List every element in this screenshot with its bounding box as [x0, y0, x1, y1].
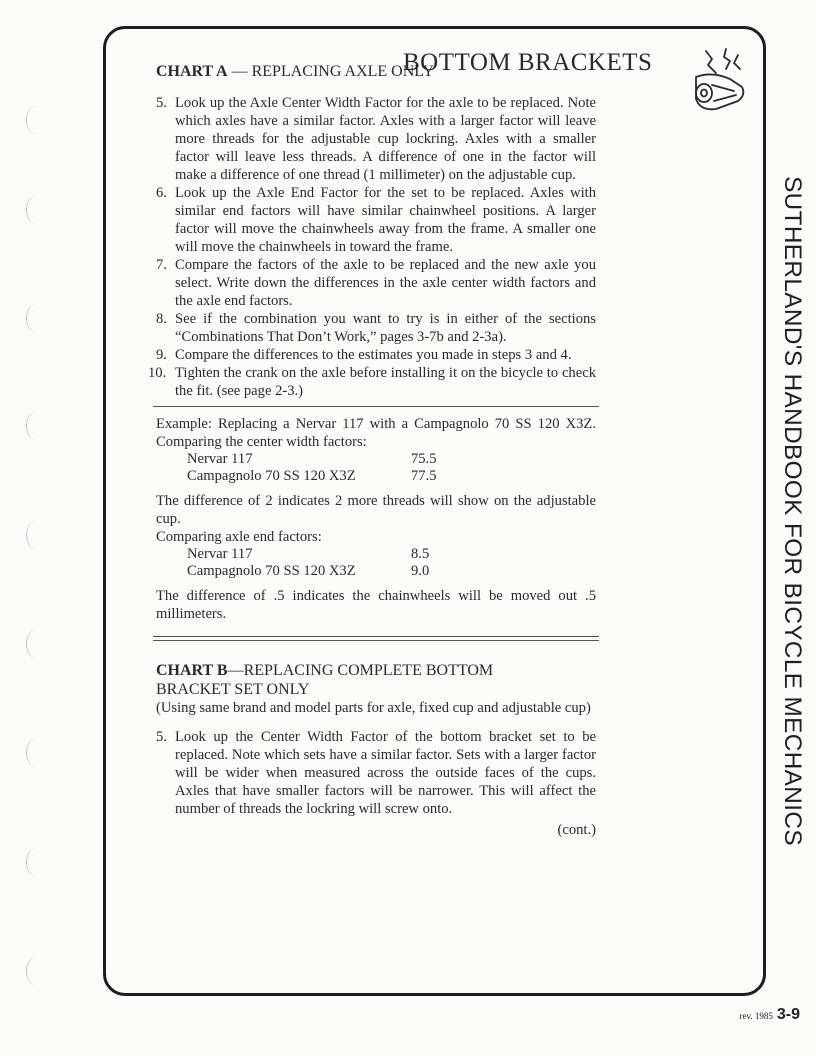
- end-result: The difference of .5 indicates the chainwheels will be moved out .5 millimeters.: [156, 588, 596, 622]
- list-item: 9. Compare the differences to the estimates you made in steps 3 and 4.: [156, 347, 572, 363]
- chart-a-heading: CHART A — REPLACING AXLE ONLY: [156, 63, 434, 80]
- chart-b-heading: CHART B—REPLACING COMPLETE BOTTOM: [156, 662, 494, 679]
- list-item: 5. Look up the Axle Center Width Factor for the axle to be replaced. Note which axles have a similar factor. Axles with a larger factor will leave more threads for the adjustable cup lockring. Axles with a smaller factor will leave less threads. A difference of one in the factor will make a difference of one thread (1 millimeter) on the adjustable cup.: [156, 95, 596, 183]
- chart-b-steps: [156, 728, 596, 818]
- side-title-strip: [774, 26, 810, 996]
- divider: [153, 406, 599, 407]
- chart-b-subtitle: (Using same brand and model parts for axle, fixed cup and adjustable cup): [156, 700, 591, 716]
- list-item: 7. Compare the factors of the axle to be replaced and the new axle you select. Write down the differences in the axle center width factors and the axle end factors.: [156, 257, 596, 309]
- end-factor-intro: Comparing axle end factors:: [156, 529, 322, 545]
- list-item: 6. Look up the Axle End Factor for the set to be replaced. Axles with similar end factors will have similar chainwheel positions. A larger factor will move the chainwheels away from the frame. A smaller one will move the chainwheels in toward the frame.: [156, 185, 596, 255]
- center-width-comparison: [156, 451, 596, 485]
- main-content: [148, 62, 596, 839]
- side-title: SUTHERLAND'S HANDBOOK FOR BICYCLE MECHANICS: [779, 176, 806, 846]
- list-item: 10. Tighten the crank on the axle before installing it on the bicycle to check the fit. (see page 2-3.): [148, 365, 596, 399]
- table-row: Campagnolo 70 SS 120 X3Z 9.0: [187, 563, 430, 579]
- table-row: Campagnolo 70 SS 120 X3Z 77.5: [187, 468, 437, 484]
- chart-a-steps: [148, 94, 596, 400]
- double-divider: [153, 636, 599, 641]
- center-result: The difference of 2 indicates 2 more threads will show on the adjustable cup.: [156, 493, 596, 527]
- page-number: 3-9: [776, 1006, 800, 1023]
- list-item: 8. See if the combination you want to try is in either of the sections “Combinations That Don’t Work,” pages 3-7b and 2-3a).: [156, 311, 596, 345]
- table-row: Nervar 117 8.5: [187, 546, 430, 562]
- list-item: 5. Look up the Center Width Factor of the bottom bracket set to be replaced. Note which sets have a similar factor. Sets with a larger factor will be wider when measured across the outside faces of the cups. Axles that have smaller factors will be narrower. This will affect the number of threads the lockring will screw onto.: [156, 729, 596, 817]
- page-footer: [739, 1006, 800, 1024]
- continued-label: (cont.): [557, 822, 596, 838]
- table-row: Nervar 117 75.5: [187, 451, 437, 467]
- example-intro: Example: Replacing a Nervar 117 with a Campagnolo 70 SS 120 X3Z. Comparing the center width factors:: [156, 416, 596, 450]
- chart-b-heading-line2: BRACKET SET ONLY: [156, 681, 310, 698]
- bottom-bracket-logo-icon: [686, 43, 754, 115]
- page-title: BOTTOM BRACKETS: [403, 49, 653, 76]
- revision-label: rev. 1985: [739, 1011, 773, 1021]
- end-factor-comparison: [156, 546, 596, 580]
